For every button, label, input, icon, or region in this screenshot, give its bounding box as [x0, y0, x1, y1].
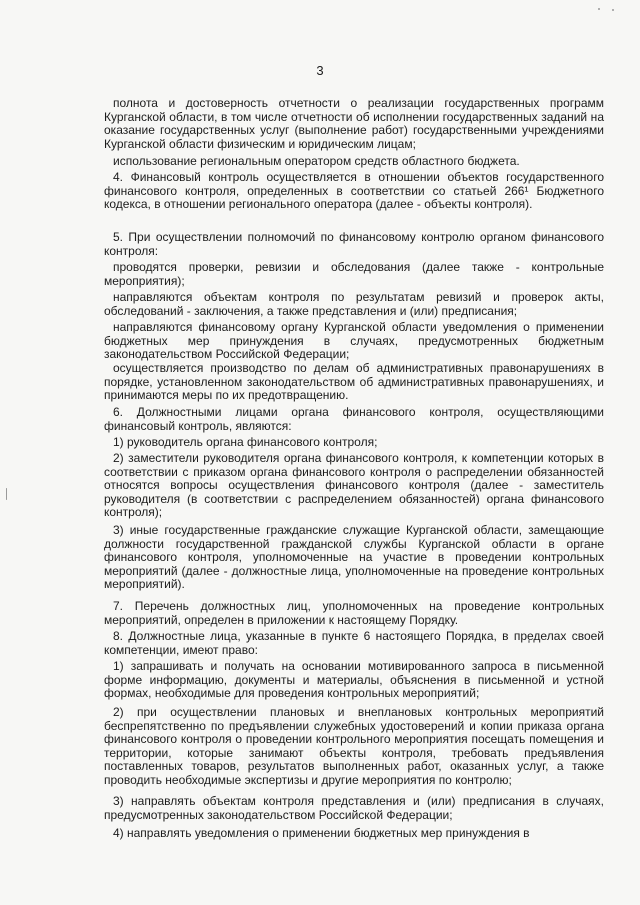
paragraph-4: 5. При осуществлении полномочий по финансовому контролю органом финансового контроля:: [104, 230, 604, 258]
paragraph-12: 3) иные государственные гражданские служащие Курганской области, замещающие должности государственной гражданской службы Курганской области в органе финансового контроля, уполномоченные на участие в проведении контрольных мероприятий (далее - должностные лица, уполномоченные на проведение контрольных мероприятий).: [104, 523, 604, 591]
paragraph-3: 4. Финансовый контроль осуществляется в отношении объектов государственного финансового контроля, определенных в соответствии со статьей 266¹ Бюджетного кодекса, в отношении регионального оператора (далее - объекты контроля).: [104, 170, 604, 211]
paragraph-9: 6. Должностными лицами органа финансового контроля, осуществляющими финансовый контроль, являются:: [104, 405, 604, 433]
paragraph-14: 8. Должностные лица, указанные в пункте 6 настоящего Порядка, в пределах своей компетенции, имеют право:: [104, 629, 604, 657]
paragraph-2: использование региональным оператором средств областного бюджета.: [113, 154, 520, 168]
paragraph-8: осуществляется производство по делам об административных правонарушениях в порядке, установленном законодательством об административных правонарушениях, и принимаются меры по их предотвращению.: [104, 361, 604, 402]
paragraph-18: 4) направлять уведомления о применении бюджетных мер принуждения в: [113, 826, 530, 840]
scan-speck: [612, 9, 614, 11]
paragraph-13: 7. Перечень должностных лиц, уполномоченных на проведение контрольных мероприятий, определен в приложении к настоящему Порядку.: [104, 599, 604, 627]
page-number: 3: [316, 63, 324, 78]
scan-speck: [598, 8, 600, 10]
paragraph-10: 1) руководитель органа финансового контроля;: [113, 435, 378, 449]
paragraph-16: 2) при осуществлении плановых и внеплановых контрольных мероприятий беспрепятственно по предъявлении служебных удостоверений и копии приказа органа финансового контроля о проведении контрольного мероприятия посещать помещения и территории, которые занимают объекты контроля, требовать предъявления поставленных товаров, результатов выполненных работ, оказанных услуг, а также проводить необходимые экспертизы и другие мероприятия по контролю;: [104, 705, 604, 787]
paragraph-6: направляются объектам контроля по результатам ревизий и проверок акты, обследований - заключения, а также представления и (или) предписания;: [104, 290, 604, 318]
paragraph-1: полнота и достоверность отчетности о реализации государственных программ Курганской области, в том числе отчетности об исполнении государственных заданий на оказание государственных услуг (выполнение работ) государственными учреждениями Курганской области физическим и юридическим лицам;: [104, 96, 604, 151]
scan-speck: [6, 488, 7, 500]
paragraph-17: 3) направлять объектам контроля представления и (или) предписания в случаях, предусмотренных законодательством Российской Федерации;: [104, 794, 604, 822]
paragraph-5: проводятся проверки, ревизии и обследования (далее также - контрольные мероприятия);: [104, 260, 604, 288]
paragraph-15: 1) запрашивать и получать на основании мотивированного запроса в письменной форме информацию, документы и материалы, объяснения в письменной и устной формах, необходимые для проведения контрольных мероприятий;: [104, 659, 604, 700]
paragraph-11: 2) заместители руководителя органа финансового контроля, к компетенции которых в соответствии с приказом органа финансового контроля о распределении обязанностей относятся вопросы осуществления финансового контроля (далее - заместитель руководителя (в соответствии с распределением обязанностей) органа финансового контроля);: [104, 451, 604, 519]
paragraph-7: направляются финансовому органу Курганской области уведомления о применении бюджетных мер принуждения в случаях, предусмотренных бюджетным законодательством Российской Федерации;: [104, 320, 604, 361]
